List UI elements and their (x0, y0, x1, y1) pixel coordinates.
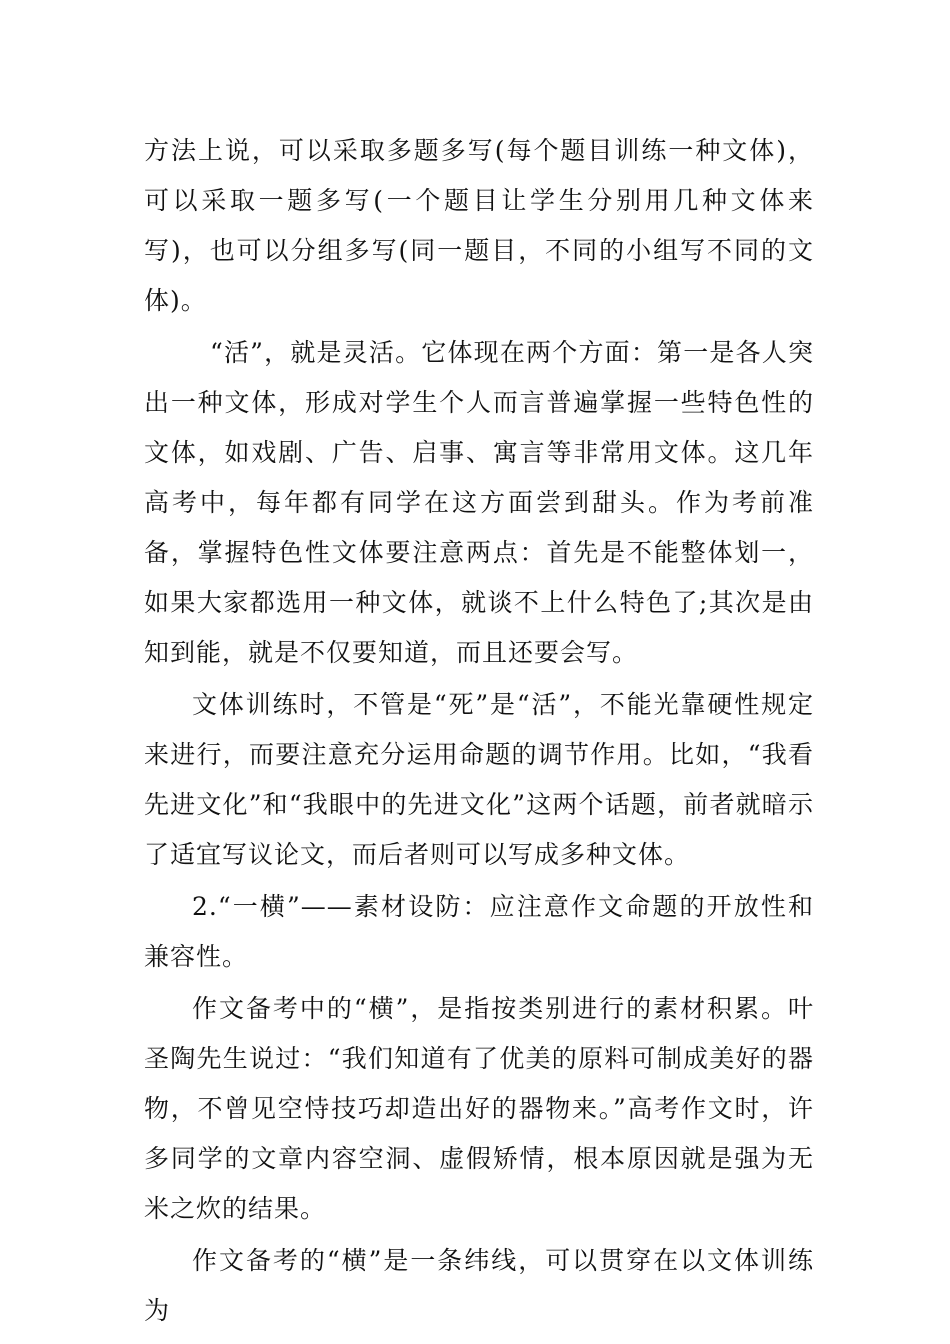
paragraph-material-accumulation: 作文备考中的“横”，是指按类别进行的素材积累。叶圣陶先生说过：“我们知道有了优美的原料可制成美好的器物，不曾见空恃技巧却造出好的器物来。”高考作文时，许多同学的文章内容空洞、虚假矫情，根本原因就是强为无米之炊的结果。 (144, 994, 814, 1223)
paragraph-flexibility: “活”，就是灵活。它体现在两个方面：第一是各人突出一种文体，形成对学生个人而言普遍掌握一些特色性的文体，如戏剧、广告、启事、寓言等非常用文体。这几年高考中，每年都有同学在这方面尝到甜头。作为考前准备，掌握特色性文体要注意两点：首先是不能整体划一，如果大家都选用一种文体，就谈不上什么特色了;其次是由知到能，就是不仅要知道，而且还要会写。 (144, 338, 814, 667)
paragraph-genre-training: 文体训练时，不管是“死”是“活”，不能光靠硬性规定来进行，而要注意充分运用命题的调节作用。比如，“我看先进文化”和“我眼中的先进文化”这两个话题，前者就暗示了适宜写议论文，而后者则可以写成多种文体。 (144, 690, 814, 869)
document-body (144, 126, 814, 1336)
paragraph-continuation: 方法上说，可以采取多题多写(每个题目训练一种文体)，可以采取一题多写(一个题目让学生分别用几种文体来写)，也可以分组多写(同一题目，不同的小组写不同的文体)。 (144, 136, 814, 315)
paragraph-weft-line: 作文备考的“横”是一条纬线，可以贯穿在以文体训练为 (144, 1246, 814, 1325)
paragraph-heading-horizontal: 2.“一横”——素材设防：应注意作文命题的开放性和兼容性。 (144, 892, 814, 971)
